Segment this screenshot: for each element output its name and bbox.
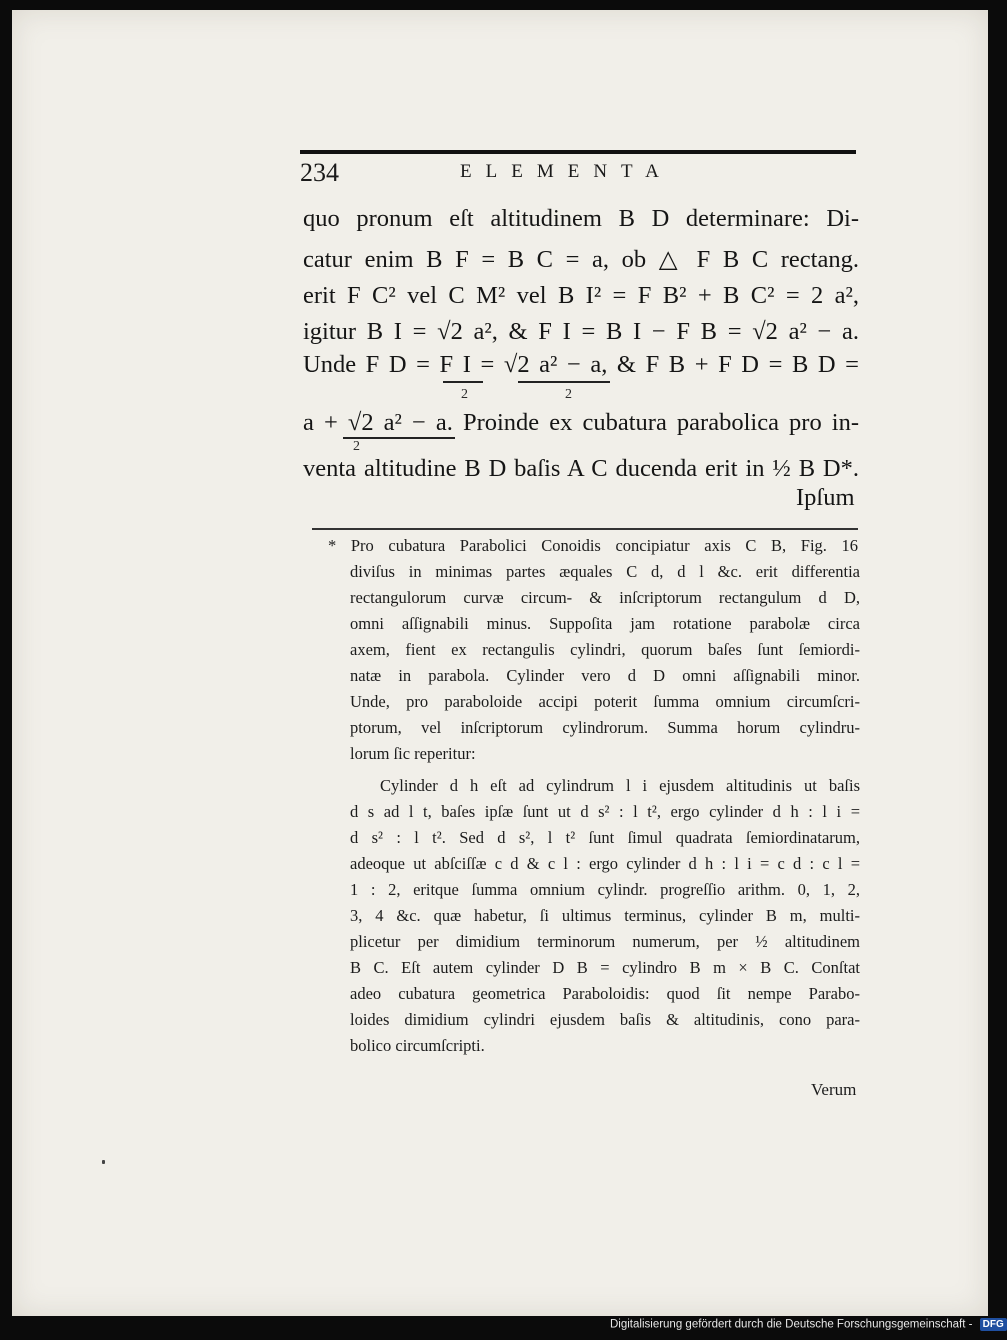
- main-line-4: igitur B I = √2 a², & F I = B I − F B = √2 a² − a.: [303, 318, 859, 345]
- paper-speck: [102, 1160, 105, 1164]
- footnote-line: axem, fient ex rectangulis cylindri, quorum baſes ſunt ſemiordi-: [350, 640, 860, 659]
- funding-note: Digitalisierung gefördert durch die Deutsche Forschungsgemeinschaft -: [610, 1318, 973, 1331]
- footnote-line: natæ in parabola. Cylinder vero d D omni aſſignabili minor.: [350, 666, 860, 685]
- main-line-1: quo pronum eſt altitudinem B D determinare: Di-: [303, 205, 859, 232]
- page-header: [300, 150, 856, 190]
- main-line-7: venta altitudine B D baſis A C ducenda erit in ½ B D*.: [303, 455, 859, 482]
- footnote-line: omni aſſignabili minus. Suppoſita jam rotatione parabolæ circa: [350, 614, 860, 633]
- footnote-line: plicetur per dimidium terminorum numerum, per ½ altitudinem: [350, 932, 860, 951]
- footnote-line: 3, 4 &c. quæ habetur, ſi ultimus terminus, cylinder B m, multi-: [350, 906, 860, 925]
- running-title: ELEMENTA: [460, 161, 673, 182]
- funding-footer: [610, 1318, 1007, 1336]
- fraction-bar: [518, 381, 610, 383]
- fraction-denominator: 2: [461, 387, 468, 402]
- page-number: 234: [300, 158, 339, 187]
- fraction-denominator: 2: [565, 387, 572, 402]
- main-line-3: erit F C² vel C M² vel B I² = F B² + B C² = 2 a²,: [303, 282, 859, 309]
- footnote-line: diviſus in minimas partes æquales C d, d l &c. erit differentia: [350, 562, 860, 581]
- footnote-line: ptorum, vel inſcriptorum cylindrorum. Summa horum cylindru-: [350, 718, 860, 737]
- dfg-logo-icon: DFG: [980, 1318, 1007, 1331]
- footnote-line: 1 : 2, eritque ſumma omnium cylindr. progreſſio arithm. 0, 1, 2,: [350, 880, 860, 899]
- footnote-line: B C. Eſt autem cylinder D B = cylindro B m × B C. Conſtat: [350, 958, 860, 977]
- fraction-denominator: 2: [353, 439, 360, 454]
- footnote-line: * Pro cubatura Parabolici Conoidis concipiatur axis C B, Fig. 16: [328, 536, 858, 555]
- footnote-line: bolico circumſcripti.: [350, 1036, 485, 1055]
- footnote-line: lorum ſic reperitur:: [350, 744, 476, 763]
- footnote-line: Cylinder d h eſt ad cylindrum l i ejusdem altitudinis ut baſis: [380, 776, 860, 795]
- footnote-line: Unde, pro paraboloide accipi poterit ſumma omnium circumſcri-: [350, 692, 860, 711]
- main-line-2: catur enim B F = B C = a, ob △ F B C rectang.: [303, 246, 859, 273]
- footnote-line: d s² : l t². Sed d s², l t² ſunt ſimul quadrata ſemiordinatarum,: [350, 828, 860, 847]
- fraction-bar: [443, 381, 483, 383]
- main-line-5: Unde F D = F I = √2 a² − a, & F B + F D = B D =: [303, 351, 859, 378]
- footnote-line: rectangulorum curvæ circum- & inſcriptorum rectangulum d D,: [350, 588, 860, 607]
- footnote-line: d s ad l t, baſes ipſæ ſunt ut d s² : l t², ergo cylinder d h : l i =: [350, 802, 860, 821]
- header-rule: [300, 150, 856, 154]
- footnote-line: adeoque ut abſciſſæ c d & c l : ergo cylinder d h : l i = c d : c l =: [350, 854, 860, 873]
- footnote-rule: [312, 528, 858, 530]
- footnote-catchword: Verum: [811, 1080, 857, 1099]
- footnote-line: loides dimidium cylindri ejusdem baſis & altitudinis, cono para-: [350, 1010, 860, 1029]
- main-catchword: Ipſum: [796, 484, 855, 511]
- footnote-line: adeo cubatura geometrica Paraboloidis: quod ſit nempe Parabo-: [350, 984, 860, 1003]
- main-line-6: a + √2 a² − a. Proinde ex cubatura parabolica pro in-: [303, 409, 859, 436]
